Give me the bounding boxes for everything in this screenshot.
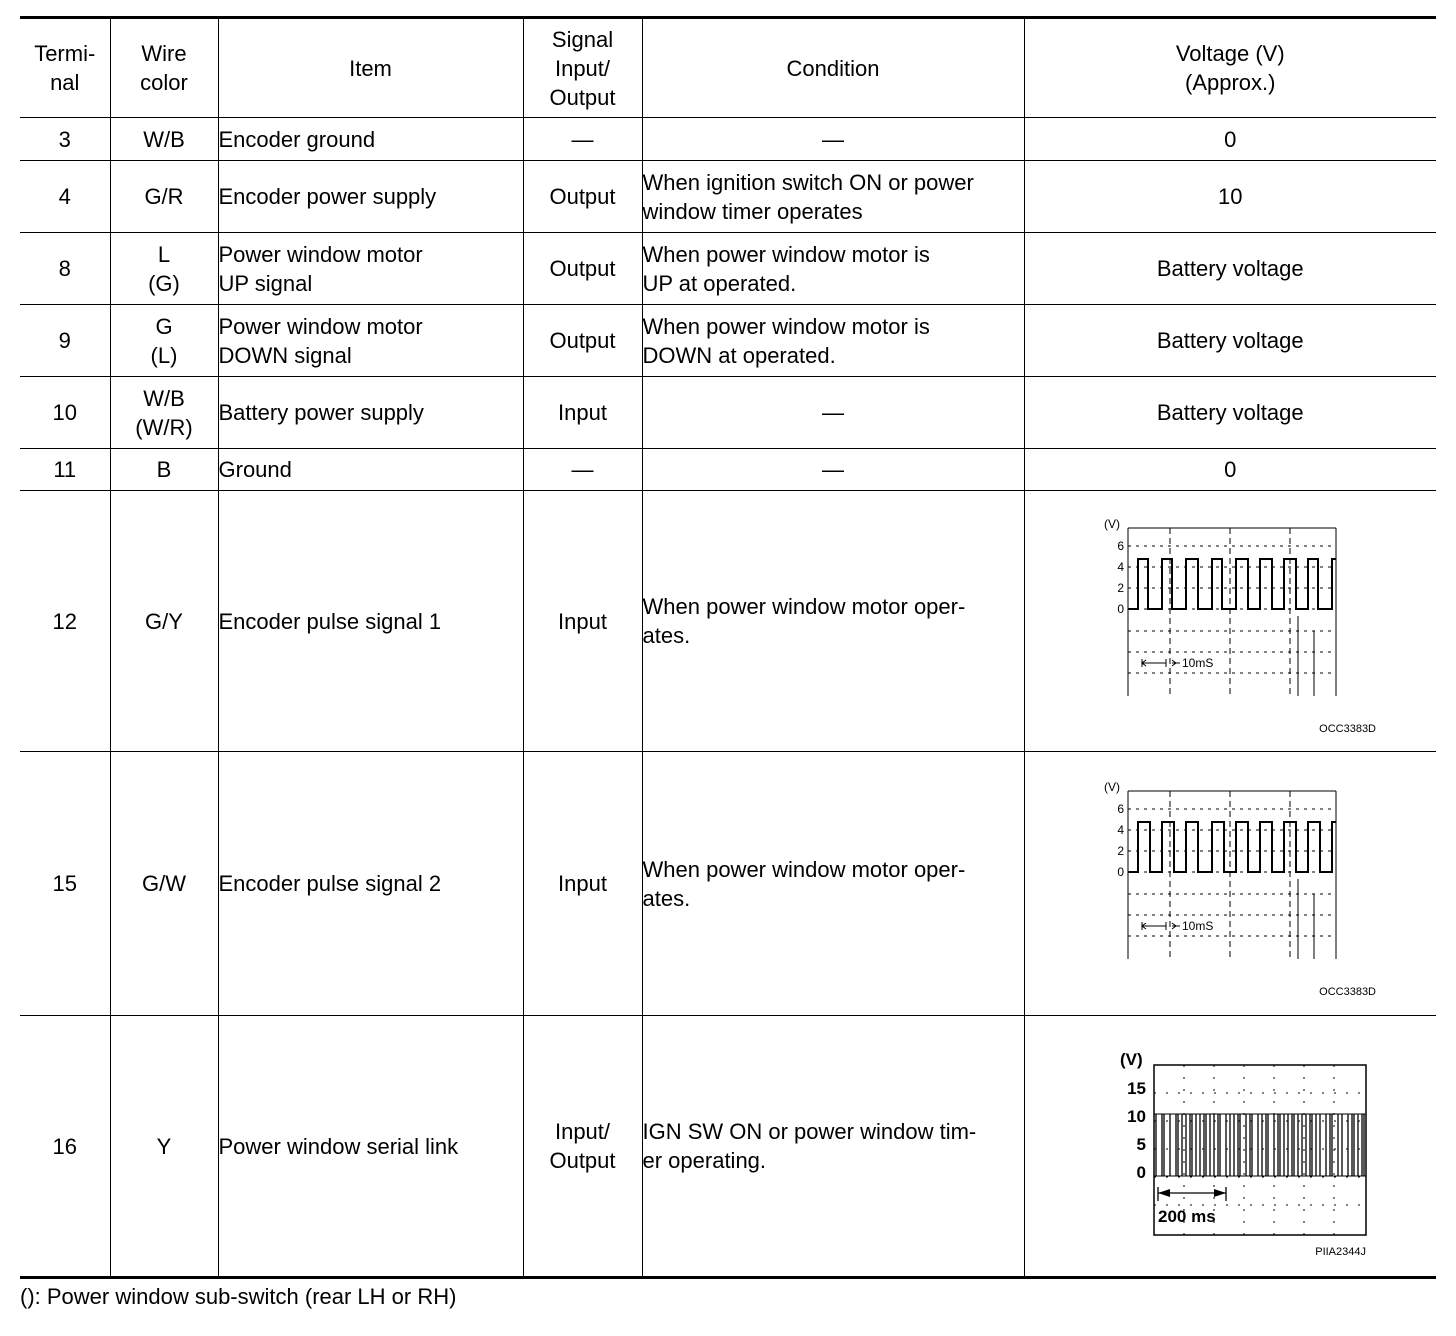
- figure-code: OCC3383D: [1319, 723, 1377, 735]
- waveform-tick-label: 0: [1117, 602, 1125, 616]
- encoder-pulse-2-waveform: [1080, 769, 1380, 999]
- waveform-unit-label: (V): [1104, 517, 1121, 531]
- item-cell: Battery power supply: [218, 377, 523, 449]
- header-item: Item: [218, 18, 523, 118]
- signal-cell: —: [523, 449, 642, 491]
- waveform-tick-label: 5: [1136, 1135, 1147, 1154]
- condition-cell: —: [642, 118, 1024, 161]
- condition-cell: —: [642, 377, 1024, 449]
- terminal-cell: 3: [20, 118, 110, 161]
- header-wire-color: Wire color: [110, 18, 218, 118]
- condition-cell: When power window motor is UP at operated.: [642, 233, 1024, 305]
- item-cell: Encoder pulse signal 2: [218, 752, 523, 1016]
- table-row: [20, 377, 1436, 449]
- header-terminal: Termi- nal: [20, 18, 110, 118]
- voltage-cell: 10: [1024, 161, 1436, 233]
- waveform-tick-label: 15: [1127, 1079, 1147, 1098]
- item-cell: Encoder pulse signal 1: [218, 491, 523, 752]
- header-signal: Signal Input/ Output: [523, 18, 642, 118]
- waveform-tick-label: 10: [1127, 1107, 1147, 1126]
- signal-cell: Input/ Output: [523, 1016, 642, 1278]
- terminal-spec-table: [20, 16, 1436, 1279]
- wire-color-cell: W/B: [110, 118, 218, 161]
- wire-color-cell: W/B (W/R): [110, 377, 218, 449]
- item-cell: Power window serial link: [218, 1016, 523, 1278]
- wire-color-cell: G/Y: [110, 491, 218, 752]
- condition-cell: When power window motor oper- ates.: [642, 752, 1024, 1016]
- terminal-cell: 10: [20, 377, 110, 449]
- figure-code: PIIA2344J: [1315, 1246, 1367, 1258]
- terminal-cell: 16: [20, 1016, 110, 1278]
- figure-code: OCC3383D: [1319, 985, 1377, 998]
- signal-cell: Input: [523, 752, 642, 1016]
- item-cell: Encoder ground: [218, 118, 523, 161]
- encoder-pulse-1-waveform: [1080, 506, 1380, 736]
- terminal-cell: 8: [20, 233, 110, 305]
- table-row: [20, 1016, 1436, 1278]
- waveform-tick-label: 0: [1136, 1163, 1147, 1182]
- signal-cell: Input: [523, 377, 642, 449]
- signal-cell: Output: [523, 233, 642, 305]
- waveform-time-label: 10mS: [1182, 918, 1214, 933]
- voltage-cell: Battery voltage: [1024, 377, 1436, 449]
- condition-cell: When power window motor is DOWN at operated.: [642, 305, 1024, 377]
- terminal-cell: 9: [20, 305, 110, 377]
- item-cell: Power window motor UP signal: [218, 233, 523, 305]
- table-row: [20, 449, 1436, 491]
- waveform-unit-label: (V): [1104, 779, 1121, 794]
- terminal-cell: 4: [20, 161, 110, 233]
- condition-cell: IGN SW ON or power window tim- er operating.: [642, 1016, 1024, 1278]
- wire-color-cell: G/W: [110, 752, 218, 1016]
- waveform-tick-label: 0: [1117, 864, 1125, 879]
- terminal-cell: 12: [20, 491, 110, 752]
- header-condition: Condition: [642, 18, 1024, 118]
- voltage-waveform-cell: [1024, 491, 1436, 752]
- voltage-cell: 0: [1024, 118, 1436, 161]
- table-row: [20, 752, 1436, 1016]
- waveform-tick-label: 4: [1117, 822, 1125, 837]
- voltage-waveform-cell: [1024, 752, 1436, 1016]
- footnote: (): Power window sub-switch (rear LH or RH): [20, 1284, 457, 1309]
- wire-color-cell: L (G): [110, 233, 218, 305]
- voltage-cell: 0: [1024, 449, 1436, 491]
- waveform-tick-label: 6: [1117, 801, 1125, 816]
- table-row: [20, 233, 1436, 305]
- voltage-cell: Battery voltage: [1024, 305, 1436, 377]
- table-header-row: [20, 18, 1436, 118]
- condition-cell: When power window motor oper- ates.: [642, 491, 1024, 752]
- waveform-tick-label: 2: [1117, 843, 1125, 858]
- voltage-cell: Battery voltage: [1024, 233, 1436, 305]
- wire-color-cell: B: [110, 449, 218, 491]
- table-row: [20, 161, 1436, 233]
- waveform-unit-label: (V): [1120, 1050, 1143, 1069]
- condition-cell: —: [642, 449, 1024, 491]
- terminal-cell: 15: [20, 752, 110, 1016]
- wire-color-cell: G (L): [110, 305, 218, 377]
- wire-color-cell: G/R: [110, 161, 218, 233]
- terminal-cell: 11: [20, 449, 110, 491]
- waveform-time-label: 10mS: [1182, 656, 1214, 670]
- table-row: [20, 118, 1436, 161]
- item-cell: Ground: [218, 449, 523, 491]
- waveform-tick-label: 6: [1117, 539, 1125, 553]
- item-cell: Encoder power supply: [218, 161, 523, 233]
- table-row: [20, 491, 1436, 752]
- waveform-tick-label: 4: [1117, 560, 1125, 574]
- serial-link-waveform: [1080, 1031, 1380, 1261]
- waveform-time-label: 200 ms: [1158, 1207, 1216, 1226]
- signal-cell: —: [523, 118, 642, 161]
- header-voltage: Voltage (V) (Approx.): [1024, 18, 1436, 118]
- signal-cell: Output: [523, 161, 642, 233]
- waveform-tick-label: 2: [1117, 581, 1125, 595]
- voltage-waveform-cell: [1024, 1016, 1436, 1278]
- item-cell: Power window motor DOWN signal: [218, 305, 523, 377]
- signal-cell: Output: [523, 305, 642, 377]
- wire-color-cell: Y: [110, 1016, 218, 1278]
- signal-cell: Input: [523, 491, 642, 752]
- table-row: [20, 305, 1436, 377]
- condition-cell: When ignition switch ON or power window timer operates: [642, 161, 1024, 233]
